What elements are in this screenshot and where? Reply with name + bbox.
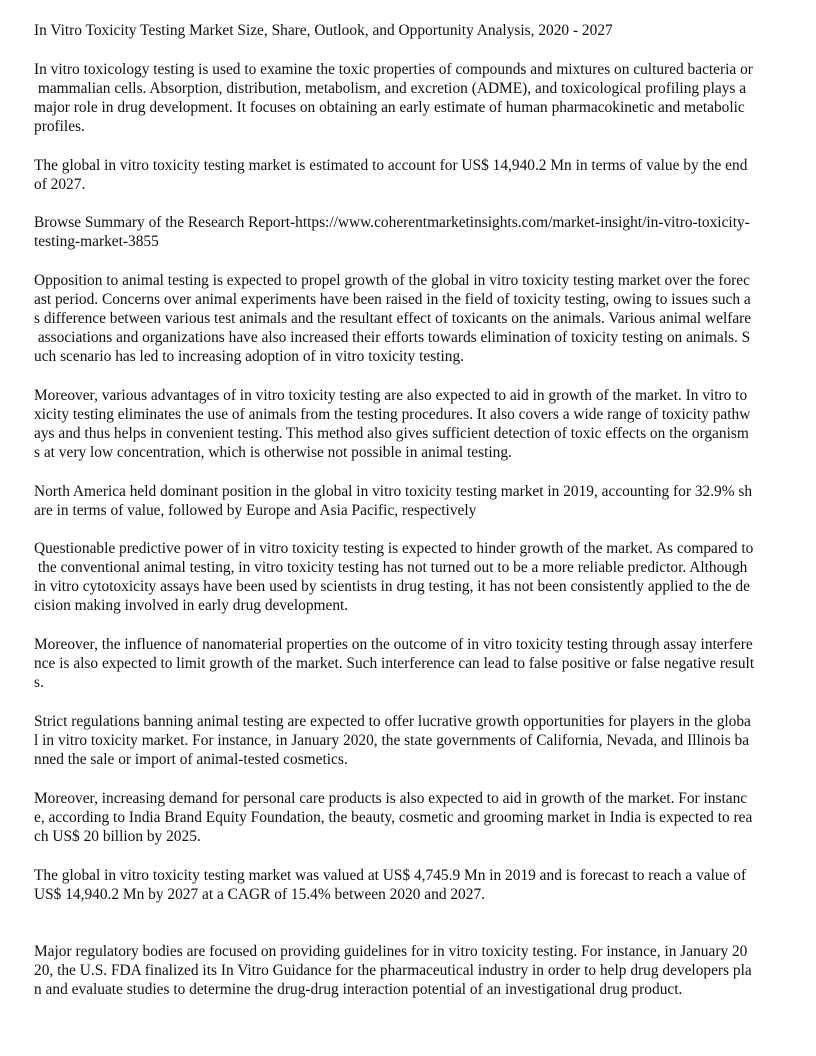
text-line: Moreover, various advantages of in vitro toxicity testing are also expected to aid in growth of the market. In vitro to [34,387,748,404]
text-line: are in terms of value, followed by Europe and Asia Pacific, respectively [34,502,477,519]
text-line: s. [34,674,44,691]
text-line: mammalian cells. Absorption, distribution, metabolism, and excretion (ADME), and toxicological profiling plays a [34,80,747,97]
text-line: major role in drug development. It focuses on obtaining an early estimate of human pharmacokinetic and metabolic [34,99,745,116]
text-line: Moreover, the influence of nanomaterial properties on the outcome of in vitro toxicity testing through assay interfere [34,636,753,653]
text-line: Strict regulations banning animal testing are expected to offer lucrative growth opportunities for players in the globa [34,713,751,730]
text-line: 20, the U.S. FDA finalized its In Vitro Guidance for the pharmaceutical industry in order to help drug developers pla [34,962,752,979]
text-line: The global in vitro toxicity testing market is estimated to account for US$ 14,940.2 Mn in terms of value by the end [34,157,748,174]
text-line: ast period. Concerns over animal experiments have been raised in the field of toxicity testing, owing to issues such a [34,291,751,308]
text-line: l in vitro toxicity market. For instance, in January 2020, the state governments of California, Nevada, and Illinois ba [34,732,750,749]
text-line: Moreover, increasing demand for personal care products is also expected to aid in growth of the market. For instanc [34,790,748,807]
text-line: In vitro toxicology testing is used to examine the toxic properties of compounds and mixtures on cultured bacteria or [34,61,753,78]
text-line: in vitro cytotoxicity assays have been used by scientists in drug testing, it has not been consistently applied to the de [34,578,750,595]
text-line: the conventional animal testing, in vitro toxicity testing has not turned out to be a more reliable predictor. Although [34,559,748,576]
text-line: nce is also expected to limit growth of the market. Such interference can lead to false positive or false negative result [34,655,755,672]
text-line: Browse Summary of the Research Report-https://www.coherentmarketinsights.com/market-insight/in-vitro-toxicity- [34,214,750,231]
text-line: profiles. [34,118,85,135]
text-line: n and evaluate studies to determine the drug-drug interaction potential of an investigational drug product. [34,981,683,998]
text-line: xicity testing eliminates the use of animals from the testing procedures. It also covers a wide range of toxicity pathw [34,406,751,423]
text-line: uch scenario has led to increasing adoption of in vitro toxicity testing. [34,348,464,365]
text-line: s at very low concentration, which is otherwise not possible in animal testing. [34,444,512,461]
text-line: testing-market-3855 [34,233,159,250]
text-line: US$ 14,940.2 Mn by 2027 at a CAGR of 15.4% between 2020 and 2027. [34,886,485,903]
text-line: of 2027. [34,176,86,193]
text-line: ays and thus helps in convenient testing. This method also gives sufficient detection of toxic effects on the organism [34,425,749,442]
text-line: cision making involved in early drug development. [34,597,349,614]
document-title: In Vitro Toxicity Testing Market Size, Share, Outlook, and Opportunity Analysis, 2020 - 2027 [34,22,613,39]
text-line: s difference between various test animals and the resultant effect of toxicants on the animals. Various animal welfare [34,310,752,327]
text-line: Questionable predictive power of in vitro toxicity testing is expected to hinder growth of the market. As compared to [34,540,754,557]
text-line: associations and organizations have also increased their efforts towards elimination of toxicity testing on animals. S [34,329,751,346]
text-line: North America held dominant position in the global in vitro toxicity testing market in 2019, accounting for 32.9% sh [34,483,753,500]
text-line: Opposition to animal testing is expected to propel growth of the global in vitro toxicity testing market over the forec [34,272,750,289]
text-line: Major regulatory bodies are focused on providing guidelines for in vitro toxicity testing. For instance, in January 20 [34,943,748,960]
text-line: The global in vitro toxicity testing market was valued at US$ 4,745.9 Mn in 2019 and is forecast to reach a value of [34,867,747,884]
text-line: e, according to India Brand Equity Foundation, the beauty, cosmetic and grooming market in India is expected to rea [34,809,753,826]
text-line: nned the sale or import of animal-tested cosmetics. [34,751,348,768]
text-line: ch US$ 20 billion by 2025. [34,828,201,845]
